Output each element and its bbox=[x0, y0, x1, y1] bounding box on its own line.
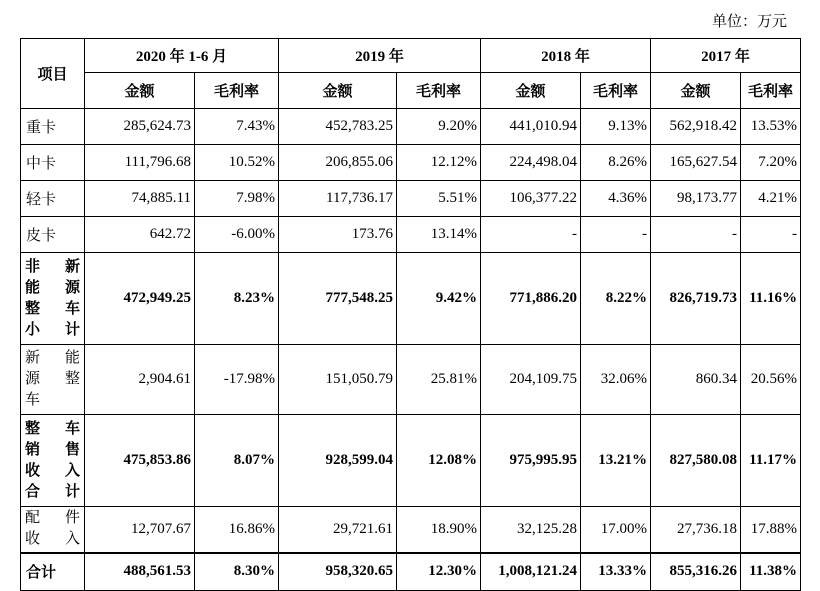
header-item: 项目 bbox=[21, 39, 85, 109]
amount-cell: 860.34 bbox=[651, 345, 741, 415]
table-row bbox=[21, 345, 801, 415]
row-label: 皮卡 bbox=[21, 217, 85, 253]
margin-cell: 16.86% bbox=[195, 507, 279, 553]
amount-cell: 472,949.25 bbox=[85, 253, 195, 345]
amount-cell: 204,109.75 bbox=[481, 345, 581, 415]
header-period-2018: 2018 年 bbox=[481, 39, 651, 73]
amount-cell: 206,855.06 bbox=[279, 145, 397, 181]
row-label bbox=[21, 345, 85, 415]
margin-cell: 20.56% bbox=[741, 345, 801, 415]
margin-cell: 17.00% bbox=[581, 507, 651, 553]
margin-cell: 9.42% bbox=[397, 253, 481, 345]
revenue-margin-table bbox=[20, 38, 801, 591]
margin-cell: 7.98% bbox=[195, 181, 279, 217]
row-label-line: 整车 bbox=[25, 300, 80, 317]
amount-cell: 2,904.61 bbox=[85, 345, 195, 415]
margin-cell: - bbox=[581, 217, 651, 253]
amount-cell: 826,719.73 bbox=[651, 253, 741, 345]
header-row-periods bbox=[21, 39, 801, 73]
margin-cell: 17.88% bbox=[741, 507, 801, 553]
amount-cell: 173.76 bbox=[279, 217, 397, 253]
margin-cell: 8.26% bbox=[581, 145, 651, 181]
margin-cell: 13.53% bbox=[741, 109, 801, 145]
row-label-line: 能源 bbox=[25, 279, 80, 296]
margin-cell: 8.23% bbox=[195, 253, 279, 345]
amount-cell: 27,736.18 bbox=[651, 507, 741, 553]
margin-cell: 25.81% bbox=[397, 345, 481, 415]
header-period-2020h1: 2020 年 1-6 月 bbox=[85, 39, 279, 73]
margin-cell: 13.33% bbox=[581, 553, 651, 591]
header-margin: 毛利率 bbox=[581, 73, 651, 109]
amount-cell: 452,783.25 bbox=[279, 109, 397, 145]
amount-cell: 475,853.86 bbox=[85, 415, 195, 507]
margin-cell: 5.51% bbox=[397, 181, 481, 217]
amount-cell: 562,918.42 bbox=[651, 109, 741, 145]
unit-label: 单位：万元 bbox=[711, 14, 787, 30]
row-label bbox=[21, 253, 85, 345]
margin-cell: 4.36% bbox=[581, 181, 651, 217]
amount-cell: 488,561.53 bbox=[85, 553, 195, 591]
header-row-metrics bbox=[21, 73, 801, 109]
margin-cell: 12.30% bbox=[397, 553, 481, 591]
amount-cell: 111,796.68 bbox=[85, 145, 195, 181]
amount-cell: 1,008,121.24 bbox=[481, 553, 581, 591]
amount-cell: 855,316.26 bbox=[651, 553, 741, 591]
header-period-2019: 2019 年 bbox=[279, 39, 481, 73]
margin-cell: -6.00% bbox=[195, 217, 279, 253]
table-row bbox=[21, 553, 801, 591]
header-period-2017: 2017 年 bbox=[651, 39, 801, 73]
header-amount: 金额 bbox=[279, 73, 397, 109]
row-label: 重卡 bbox=[21, 109, 85, 145]
row-label bbox=[21, 507, 85, 553]
table-row bbox=[21, 507, 801, 553]
amount-cell: 98,173.77 bbox=[651, 181, 741, 217]
amount-cell: 285,624.73 bbox=[85, 109, 195, 145]
amount-cell: 958,320.65 bbox=[279, 553, 397, 591]
amount-cell: 117,736.17 bbox=[279, 181, 397, 217]
row-label: 轻卡 bbox=[21, 181, 85, 217]
row-label-line: 新能 bbox=[25, 350, 80, 366]
row-label: 合计 bbox=[21, 553, 85, 591]
amount-cell: - bbox=[651, 217, 741, 253]
amount-cell: 975,995.95 bbox=[481, 415, 581, 507]
margin-cell: 9.20% bbox=[397, 109, 481, 145]
margin-cell: 11.16% bbox=[741, 253, 801, 345]
amount-cell: 32,125.28 bbox=[481, 507, 581, 553]
amount-cell: 928,599.04 bbox=[279, 415, 397, 507]
row-label-line: 合计 bbox=[25, 483, 80, 500]
margin-cell: 7.20% bbox=[741, 145, 801, 181]
row-label-line: 整车 bbox=[25, 420, 80, 437]
margin-cell: 13.21% bbox=[581, 415, 651, 507]
row-label-line: 源整 bbox=[25, 371, 80, 387]
margin-cell: 18.90% bbox=[397, 507, 481, 553]
amount-cell: 224,498.04 bbox=[481, 145, 581, 181]
row-label-line: 收入 bbox=[25, 462, 80, 479]
table-row bbox=[21, 109, 801, 145]
amount-cell: 827,580.08 bbox=[651, 415, 741, 507]
margin-cell: -17.98% bbox=[195, 345, 279, 415]
row-label-line: 车 bbox=[25, 392, 41, 408]
amount-cell: 771,886.20 bbox=[481, 253, 581, 345]
row-label-line: 配件 bbox=[25, 510, 80, 527]
table-row bbox=[21, 181, 801, 217]
amount-cell: - bbox=[481, 217, 581, 253]
amount-cell: 74,885.11 bbox=[85, 181, 195, 217]
row-label-line: 收入 bbox=[25, 531, 80, 548]
table-row bbox=[21, 217, 801, 253]
margin-cell: 12.12% bbox=[397, 145, 481, 181]
margin-cell: 12.08% bbox=[397, 415, 481, 507]
amount-cell: 777,548.25 bbox=[279, 253, 397, 345]
margin-cell: 13.14% bbox=[397, 217, 481, 253]
amount-cell: 441,010.94 bbox=[481, 109, 581, 145]
margin-cell: 4.21% bbox=[741, 181, 801, 217]
margin-cell: 8.22% bbox=[581, 253, 651, 345]
table-row bbox=[21, 145, 801, 181]
row-label bbox=[21, 415, 85, 507]
header-margin: 毛利率 bbox=[397, 73, 481, 109]
row-label-line: 销售 bbox=[25, 441, 80, 458]
header-amount: 金额 bbox=[85, 73, 195, 109]
amount-cell: 151,050.79 bbox=[279, 345, 397, 415]
header-amount: 金额 bbox=[481, 73, 581, 109]
amount-cell: 12,707.67 bbox=[85, 507, 195, 553]
table-row bbox=[21, 415, 801, 507]
table-body bbox=[21, 109, 801, 591]
margin-cell: 8.30% bbox=[195, 553, 279, 591]
row-label-line: 非新 bbox=[25, 258, 80, 275]
margin-cell: 32.06% bbox=[581, 345, 651, 415]
row-label: 中卡 bbox=[21, 145, 85, 181]
amount-cell: 106,377.22 bbox=[481, 181, 581, 217]
margin-cell: - bbox=[741, 217, 801, 253]
margin-cell: 7.43% bbox=[195, 109, 279, 145]
amount-cell: 642.72 bbox=[85, 217, 195, 253]
margin-cell: 9.13% bbox=[581, 109, 651, 145]
margin-cell: 11.38% bbox=[741, 553, 801, 591]
margin-cell: 8.07% bbox=[195, 415, 279, 507]
header-margin: 毛利率 bbox=[741, 73, 801, 109]
margin-cell: 11.17% bbox=[741, 415, 801, 507]
amount-cell: 165,627.54 bbox=[651, 145, 741, 181]
header-margin: 毛利率 bbox=[195, 73, 279, 109]
header-amount: 金额 bbox=[651, 73, 741, 109]
margin-cell: 10.52% bbox=[195, 145, 279, 181]
row-label-line: 小计 bbox=[25, 321, 80, 338]
table-row bbox=[21, 253, 801, 345]
amount-cell: 29,721.61 bbox=[279, 507, 397, 553]
